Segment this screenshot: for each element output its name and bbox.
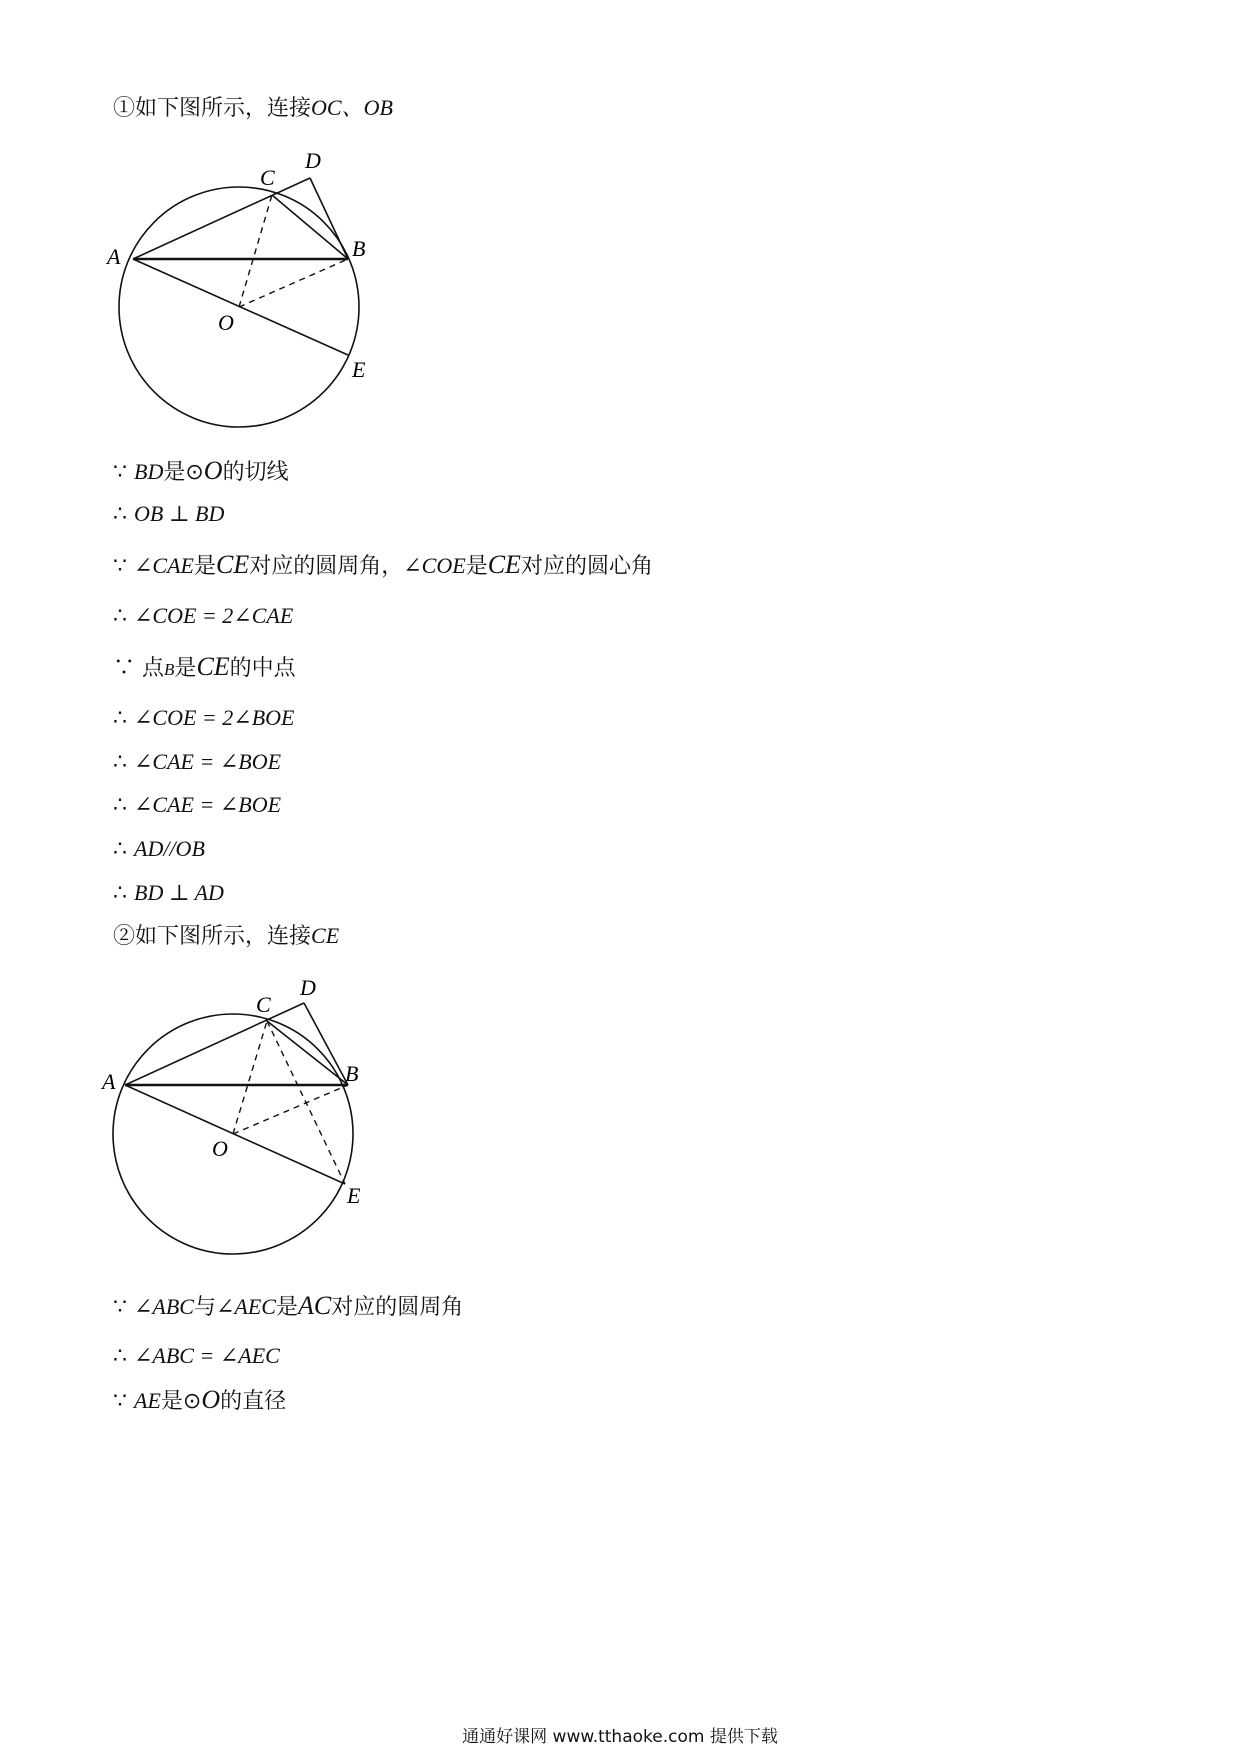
step-2-1: ∵ ∠ABC与∠AEC是AC对应的圆周角 (113, 1291, 464, 1320)
label-e-2: E (347, 1183, 361, 1208)
part2-intro: ②如下图所示，连接CE (113, 923, 340, 949)
chord-cb (272, 195, 348, 259)
label-d-2: D (300, 975, 316, 1000)
dashed-ob (239, 259, 348, 307)
step-1-6: ∴ ∠COE = 2∠BOE (113, 705, 295, 731)
dashed-oc-2 (233, 1021, 267, 1134)
step-1-9: ∴ AD//OB (113, 836, 205, 862)
step-1-8: ∴ ∠CAE = ∠BOE (113, 792, 282, 818)
label-a: A (107, 244, 121, 269)
figure-1 (100, 145, 400, 449)
step-1-10: ∴ BD ⊥ AD (113, 880, 224, 906)
label-c: C (260, 165, 275, 190)
figure-2-svg (95, 972, 395, 1272)
step-1-7: ∴ ∠CAE = ∠BOE (113, 749, 282, 775)
line-db (310, 178, 348, 259)
dashed-ob-2 (233, 1085, 348, 1134)
dashed-ce-2 (267, 1021, 345, 1184)
step-1-4: ∴ ∠COE = 2∠CAE (113, 603, 294, 629)
line-db-2 (304, 1003, 348, 1085)
step-1-2: ∴ OB ⊥ BD (113, 501, 225, 527)
label-b: B (352, 236, 366, 261)
label-a-2: A (102, 1069, 116, 1094)
label-o: O (218, 310, 234, 335)
chord-cb-2 (267, 1021, 348, 1085)
diameter-ae-2 (125, 1085, 345, 1184)
step-1-5: ∵ 点B是CE的中点 (113, 652, 296, 681)
label-o-2: O (212, 1136, 228, 1161)
step-2-2: ∴ ∠ABC = ∠AEC (113, 1343, 280, 1369)
label-e: E (352, 357, 366, 382)
line-ad (133, 178, 310, 259)
step-1-1: ∵ BD是⊙O的切线 (113, 456, 289, 485)
footer: 通通好课网 www.tthaoke.com 提供下载 (462, 1727, 778, 1747)
part1-intro: ①如下图所示，连接OC、OB (113, 95, 393, 121)
step-1-3: ∵ ∠CAE是CE对应的圆周角，∠COE是CE对应的圆心角 (113, 550, 653, 579)
step-2-3: ∵ AE是⊙O的直径 (113, 1385, 287, 1414)
label-c-2: C (256, 992, 271, 1017)
label-d: D (305, 148, 321, 173)
figure-1-svg (100, 145, 400, 445)
label-b-2: B (345, 1061, 359, 1086)
figure-2 (95, 972, 395, 1276)
dashed-oc (239, 195, 272, 307)
